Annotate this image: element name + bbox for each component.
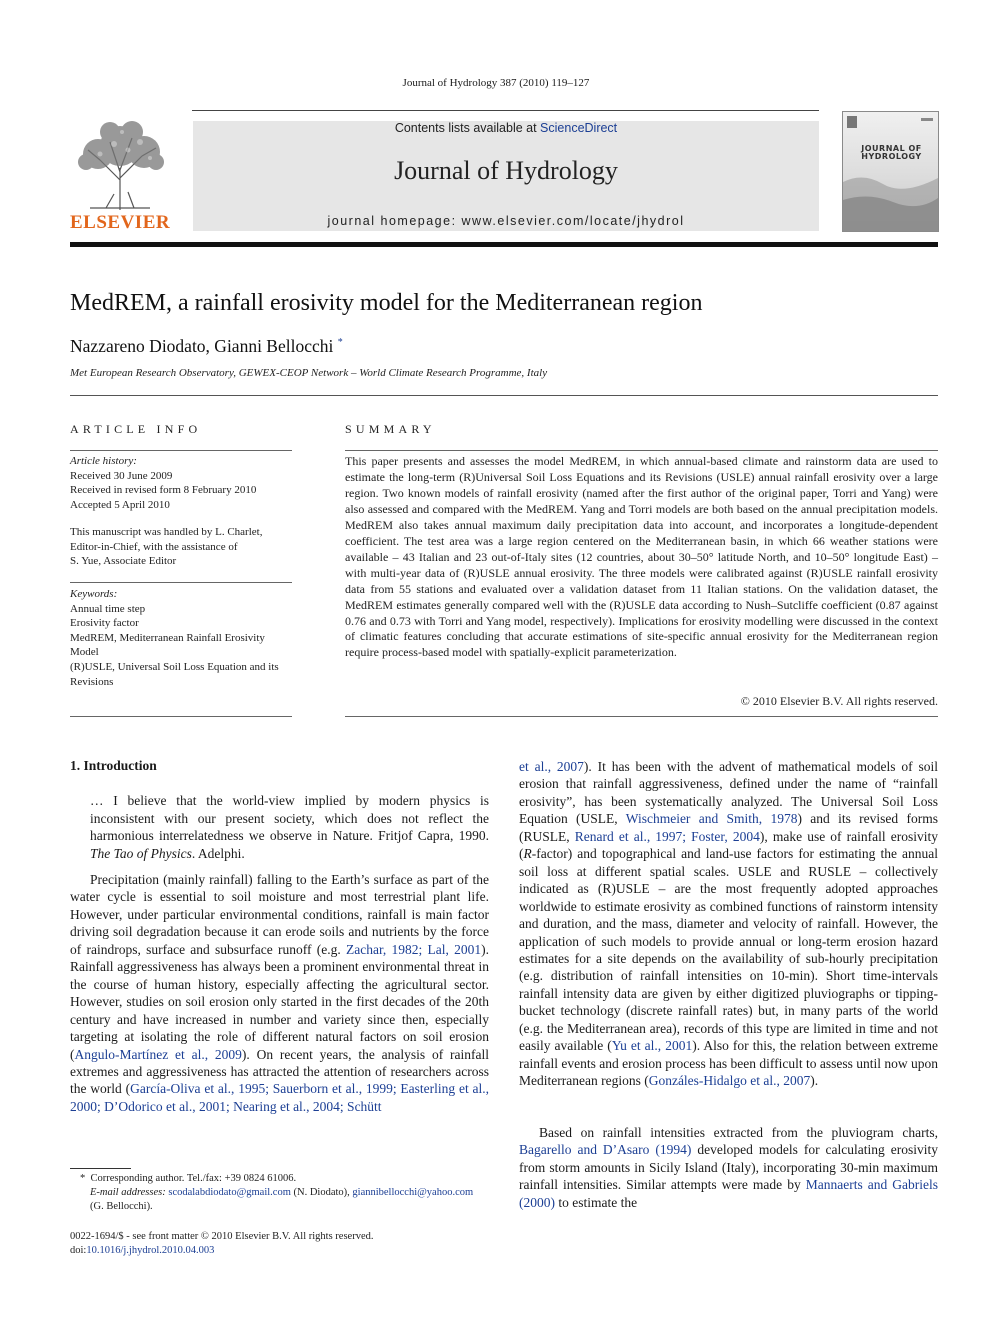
text-run: ) and its revised forms (RUSLE, [519,811,938,844]
citation-link[interactable]: Wischmeier and Smith, 1978 [625,811,798,827]
paragraph-intro-1-continued [519,758,938,1090]
handling-editor [70,525,295,569]
keyword-item: Annual time step [70,602,146,615]
footnote-rule [70,1168,131,1169]
text-run: ). [810,1073,819,1089]
history-received: Received 30 June 2009 [70,469,173,482]
cover-title-line2: HYDROLOGY [861,152,922,161]
journal-homepage [193,214,819,228]
text-run: -factor) and topographical and land-use factors for estimating the annual soil loss at different spatial scales. USLE and RUSLE – collectively indicated as (R)USLE – are the most frequently adopted approaches worldwide to estimate erosivity as combined functions of rainstorm intensity and duration, and the mass, diameter and velocity of rainfall. However, the application of such models to provide annual or long-term erosion hazard estimates for a site depends on the availability of sub-hourly precipitation (e.g. distribution of rainfall intensities on 10-min). Short time-intervals rainfall intensity data are given by either digitized pluviographs or tipping-bucket technology (discrete rainfall rates) but, in many parts of the world (e.g. the Mediterranean area), records of this type are limited in time and not easily available ( [519,846,938,1054]
email-name-diodato: (N. Diodato), [290,1187,353,1199]
article-title: MedREM, a rainfall erosivity model for the Mediterranean region [70,290,703,316]
handled-line-2: Editor-in-Chief, with the assistance of [70,540,238,553]
history-label: Article history: [70,455,137,467]
citation-link[interactable]: Yu et al., 2001 [611,1038,693,1054]
citation-link[interactable]: et al., 2007 [519,759,584,774]
contents-prefix: Contents lists available at [394,121,541,135]
keyword-item: Model [70,646,99,659]
summary-heading: SUMMARY [345,422,436,436]
text-run: ). On recent years, the analysis of rainfall extremes and aggressiveness has attracted the attention of researchers across the world ( [70,1046,489,1097]
article-authors [70,336,343,357]
keyword-item: Revisions [70,675,114,688]
homepage-url[interactable]: www.elsevier.com/locate/jhydrol [461,214,685,228]
email-link-diodato[interactable]: scodalabdiodato@gmail.com [168,1187,291,1199]
article-info-rule-3 [70,716,292,717]
r-factor-symbol: R [523,846,532,862]
keywords-label: Keywords: [70,588,118,600]
email-link-bellocchi[interactable]: giannibellocchi@yahoo.com [352,1187,474,1199]
summary-rule-top [345,450,938,451]
doi-link[interactable]: 10.1016/j.jhydrol.2010.04.003 [86,1245,215,1257]
corresponding-text: Corresponding author. Tel./fax: +39 0824 61006. [90,1173,297,1184]
title-rule [70,395,938,396]
citation-link[interactable]: Mannaerts and Gabriels (2000) [519,1177,938,1210]
history-accepted: Accepted 5 April 2010 [70,498,170,511]
text-run: Based on rainfall intensities extracted from the pluviogram charts, [539,1125,938,1140]
summary-copyright: © 2010 Elsevier B.V. All rights reserved. [740,694,938,708]
citation-link[interactable]: Zachar, 1982; Lal, 2001 [345,941,482,957]
paragraph-intro-1 [70,871,489,1115]
citation-link[interactable]: Renard et al., 1997; Foster, 2004 [574,828,760,844]
citation-link[interactable]: Bagarello and D’Asaro (1994) [519,1142,692,1158]
doi-line [70,1244,489,1258]
cover-title-line1: JOURNAL OF [861,144,922,153]
cover-image [843,112,938,231]
front-matter-notice [70,1230,489,1258]
article-info-heading: ARTICLE INFO [70,422,202,436]
section-heading-introduction: 1. Introduction [70,758,157,773]
header-thick-rule [70,242,938,247]
handled-line-1: This manuscript was handled by L. Charlet, [70,526,263,538]
quote-book-title: The Tao of Physics [90,845,192,861]
quote-end: . Adelphi. [191,845,245,861]
text-run: to estimate the [555,1194,638,1210]
email-label: E-mail addresses: [90,1187,166,1199]
corresponding-author-mark[interactable]: * [337,337,343,349]
paragraph-intro-2 [519,1124,938,1211]
journal-title: Journal of Hydrology [394,156,618,185]
corresponding-author-footnote [70,1172,489,1215]
issn-line: 0022-1694/$ - see front matter © 2010 Elsevier B.V. All rights reserved. [70,1231,374,1242]
sciencedirect-link[interactable]: ScienceDirect [540,121,618,135]
contents-availability [193,121,819,135]
summary-rule-bottom [345,716,938,717]
citation-link[interactable]: García-Oliva et al., 1995; Sauerborn et al., 1999; Easterling et al., 2000; D’Odorico et al., 2001; Nearing et al., 2004; Schütt [70,1081,489,1114]
article-history [70,454,295,512]
text-run: ). Also for this, the relation between extreme rainfall events and erosion process has been difficult to assess until now upon Mediterranean regions ( [519,1038,938,1089]
keyword-item: MedREM, Mediterranean Rainfall Erosivity [70,631,265,644]
text-run: developed models for calculating erosivity from storm amounts in Sicily Island (Italy), incorporating 30-min maximum rainfall intensities. Similar attempts were made by [519,1142,938,1193]
text-run: ). Rainfall aggressiveness has always been a prominent environmental threat in the course of human history, especially affecting the agricultural sector. However, studies on soil erosion only started in the first decades of the 20th century and have increased in number and variety since then, especially targeting at isolating the role of different natural factors on soil erosion ( [70,941,490,1062]
journal-banner [193,121,819,231]
header-top-rule [192,110,819,111]
publisher-wordmark: ELSEVIER [70,212,171,233]
handled-line-3: S. Yue, Associate Editor [70,555,177,568]
footnote-mark: * [80,1173,86,1184]
quote-text: … I believe that the world-view implied by modern physics is inconsistent with our present society, which does not reflect the harmonious interrelatedness we observe in Nature. Fritjof Capra, 1990. [90,793,489,843]
author-affiliation: Met European Research Observatory, GEWEX-CEOP Network – World Climate Research Programme, Italy [70,367,548,379]
text-run: ). It has been with the advent of mathematical models of soil erosion that rainfall aggressiveness, defined under the name of “rainfall erosivity”, has been systematically analyzed. The Universal Soil Loss Equation (USLE, [519,759,938,827]
citation-link[interactable]: Angulo-Martínez et al., 2009 [74,1046,242,1062]
article-info-rule-2 [70,582,292,583]
summary-text: This paper presents and assesses the model MedREM, in which annual-based climate and rainstorm data are used to estimate the long-term (R)Universal Soil Loss Equations and its Revisions (USLE) annual rainfall erosivity over a large region. Two known models of rainfall erosivity (named after the first author of the original paper, Torri and Yang) were also assessed and compared with the MedREM. Yang and Torri models are both based on the annual precipitation models. MedREM also takes annual maximum daily precipitation data into account, and incorporates a longitude-dependent coefficient. The test area was a large region centered on the Mediterranean basin, in which 66 weather stations were available – 43 Italian and 23 out-of-Italy sites (12 countries, about 30–50° latitude North, and 10–50° longitude East) – with multi-year data of (R)USLE annual erosivity. The three models were calibrated against (R)USLE rainfall erosivity data from 55 stations and evaluated over a validation dataset from 11 Italian stations. On the validation dataset, the MedREM estimates generally compared well with the (R)USLE data according to Nush–Sutcliffe coefficient (0.87 against 0.76 and 0.73 with Torri and Yang model, respectively). Implications for erosivity modelling were discussed in the context of climatic features concluding that accurate estimations of site-specific annual erosivity for the Mediterranean region require process-based model with spatially-explicit parameterization. [345,454,938,660]
keyword-item: Erosivity factor [70,617,139,630]
author-names: Nazzareno Diodato, Gianni Bellocchi [70,336,334,356]
homepage-prefix: journal homepage: [327,214,462,228]
elsevier-logo[interactable] [70,120,170,232]
text-run: ), make use of rainfall erosivity ( [519,828,939,862]
epigraph-quote [90,792,489,862]
email-name-bellocchi: (G. Bellocchi). [90,1201,153,1213]
text-run: Precipitation (mainly rainfall) falling to the Earth’s surface as part of the water cycle is essential to soil moisture and most terrestrial plant life. However, under particular environmental conditions, rainfall is main factor driving soil degradation because it can erode soils and nutrients by the force of raindrops, surface and subsurface runoff (e.g. [70,872,489,957]
article-info-rule-1 [70,450,292,451]
history-revised: Received in revised form 8 February 2010 [70,484,257,497]
doi-prefix: doi: [70,1245,87,1257]
keyword-item: (R)USLE, Universal Soil Loss Equation and its [70,660,279,673]
citation-link[interactable]: Gonzáles-Hidalgo et al., 2007 [648,1073,811,1089]
journal-reference: Journal of Hydrology 387 (2010) 119–127 [402,77,590,89]
keywords [70,587,295,689]
tree-icon [70,120,170,212]
journal-cover-thumbnail[interactable] [842,111,939,232]
